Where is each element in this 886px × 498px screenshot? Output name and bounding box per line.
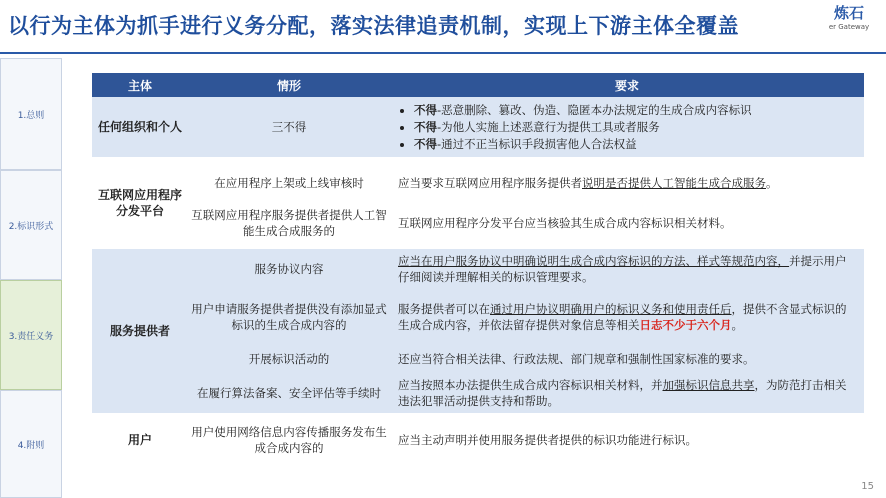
lead-term: 不得 xyxy=(414,120,437,134)
item-text: -通过不正当标识手段损害他人合法权益 xyxy=(437,137,637,151)
requirement-cell xyxy=(390,246,864,289)
obligations-table xyxy=(92,73,864,461)
table-row xyxy=(92,345,864,373)
subject-cell: 服务提供者 xyxy=(92,246,188,416)
item-text: -恶意删除、篡改、伪造、隐匿本办法规定的生成合成内容标识 xyxy=(437,103,752,117)
req-text: 。 xyxy=(731,318,743,332)
list-item xyxy=(414,136,856,152)
lead-term: 不得 xyxy=(414,103,437,117)
requirement-cell xyxy=(390,289,864,345)
table-row xyxy=(92,373,864,416)
section-sidebar xyxy=(0,58,62,498)
requirement-cell xyxy=(390,97,864,160)
sidebar-item-label: 2.标识形式 xyxy=(8,221,54,232)
situation-cell: 用户申请服务提供者提供没有添加显式标识的生成合成内容的 xyxy=(188,289,390,345)
req-text: 服务提供者可以在 xyxy=(398,302,490,316)
req-underlined: 加强标识信息共享 xyxy=(662,378,755,392)
sidebar-item-label: 1.总则 xyxy=(17,110,45,121)
subject-cell: 用户 xyxy=(92,416,188,461)
req-text: 并提示用户仔细阅读并理解相关的标识管理要求。 xyxy=(398,254,847,284)
table-row xyxy=(92,203,864,246)
situation-cell: 开展标识活动的 xyxy=(188,345,390,373)
requirement-cell: 还应当符合相关法律、行政法规、部门规章和强制性国家标准的要求。 xyxy=(390,345,864,373)
req-highlight: 日志不少于六个月 xyxy=(639,318,732,332)
requirement-cell: 应当主动声明并使用服务提供者提供的标识功能进行标识。 xyxy=(390,416,864,461)
list-item xyxy=(414,119,856,135)
situation-cell: 三不得 xyxy=(188,97,390,160)
header-subject: 主体 xyxy=(92,73,188,97)
requirement-cell xyxy=(390,373,864,416)
table-row xyxy=(92,246,864,289)
logo-subtext: er Gateway xyxy=(828,23,870,31)
requirement-cell xyxy=(390,160,864,203)
table-row xyxy=(92,97,864,160)
req-underlined: 通过用户协议明确用户的标识义务和使用责任后 xyxy=(490,302,732,316)
header-requirement: 要求 xyxy=(390,73,864,97)
table-header-row xyxy=(92,73,864,97)
situation-cell: 在应用程序上架或上线审核时 xyxy=(188,160,390,203)
sidebar-item-obligations[interactable] xyxy=(0,280,62,390)
req-text: 。 xyxy=(766,176,778,190)
situation-cell: 用户使用网络信息内容传播服务发布生成合成内容的 xyxy=(188,416,390,461)
page-number: 15 xyxy=(861,481,874,492)
table-row xyxy=(92,289,864,345)
brand-logo xyxy=(818,4,880,44)
logo-text: 炼石 xyxy=(833,4,864,22)
req-text: 应当按照本办法提供生成合成内容标识相关材料，并 xyxy=(398,378,663,392)
table-row xyxy=(92,416,864,461)
req-text: ，为防范打击相关违法犯罪活动提供支持和帮助。 xyxy=(398,378,847,408)
situation-cell: 互联网应用程序服务提供者提供人工智能生成合成服务的 xyxy=(188,203,390,246)
requirement-cell: 互联网应用程序分发平台应当核验其生成合成内容标识相关材料。 xyxy=(390,203,864,246)
sidebar-item-label-form[interactable] xyxy=(0,170,62,280)
header-situation: 情形 xyxy=(188,73,390,97)
list-item xyxy=(414,102,856,118)
sidebar-item-supplementary[interactable] xyxy=(0,390,62,498)
sidebar-item-label: 3.责任义务 xyxy=(8,331,54,342)
req-text: 应当要求互联网应用程序服务提供者 xyxy=(398,176,582,190)
subject-cell: 任何组织和个人 xyxy=(92,97,188,160)
title-divider xyxy=(0,52,886,54)
subject-cell: 互联网应用程序分发平台 xyxy=(92,160,188,246)
req-underlined: 说明是否提供人工智能生成合成服务 xyxy=(582,176,766,190)
lead-term: 不得 xyxy=(414,137,437,151)
requirement-list xyxy=(398,102,856,152)
req-underlined: 应当在用户服务协议中明确说明生成合成内容标识的方法、样式等规范内容， xyxy=(398,254,789,268)
page-title: 以行为主体为抓手进行义务分配，落实法律追责机制，实现上下游主体全覆盖 xyxy=(8,14,739,38)
situation-cell: 在履行算法备案、安全评估等手续时 xyxy=(188,373,390,416)
item-text: -为他人实施上述恶意行为提供工具或者服务 xyxy=(437,120,660,134)
table-row xyxy=(92,160,864,203)
situation-cell: 服务协议内容 xyxy=(188,246,390,289)
sidebar-item-label: 4.附则 xyxy=(17,440,45,451)
req-text: ，提供不含显式标识的生成合成内容，并依法留存提供对象信息等相关 xyxy=(398,302,847,332)
sidebar-item-general[interactable] xyxy=(0,58,62,170)
